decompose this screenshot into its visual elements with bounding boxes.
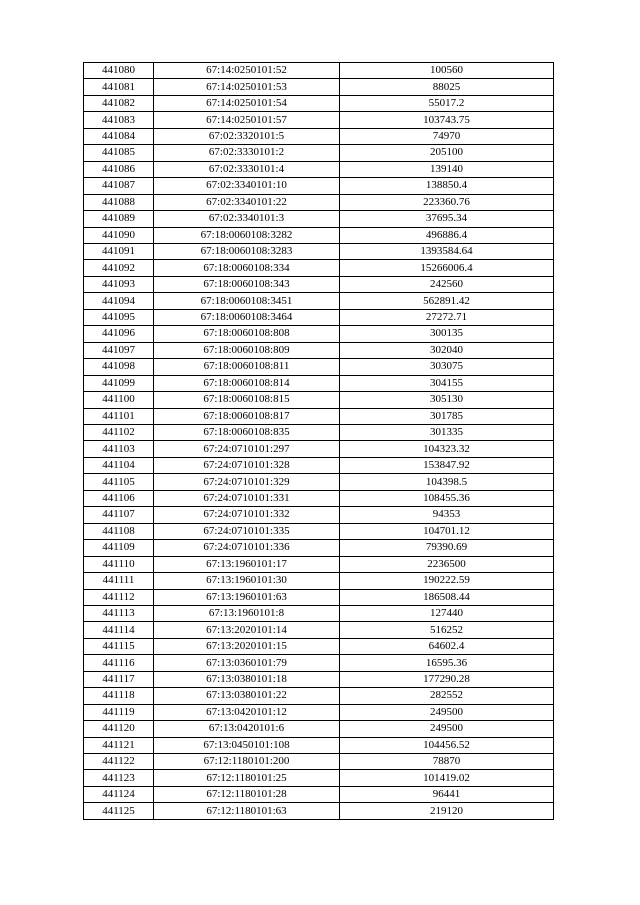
cell-cadastral-number: 67:24:0710101:331 bbox=[154, 490, 340, 506]
cell-cadastral-number: 67:14:0250101:52 bbox=[154, 63, 340, 79]
cell-cadastral-number: 67:12:1180101:25 bbox=[154, 770, 340, 786]
cell-value: 242560 bbox=[340, 276, 554, 292]
cell-record-id: 441118 bbox=[84, 688, 154, 704]
cell-record-id: 441115 bbox=[84, 638, 154, 654]
cell-cadastral-number: 67:18:0060108:815 bbox=[154, 392, 340, 408]
cell-value: 64602.4 bbox=[340, 638, 554, 654]
cell-cadastral-number: 67:12:1180101:200 bbox=[154, 754, 340, 770]
cell-cadastral-number: 67:18:0060108:343 bbox=[154, 276, 340, 292]
cell-record-id: 441112 bbox=[84, 589, 154, 605]
cell-cadastral-number: 67:02:3340101:10 bbox=[154, 178, 340, 194]
table-row bbox=[84, 770, 554, 786]
table-row bbox=[84, 95, 554, 111]
cell-value: 37695.34 bbox=[340, 211, 554, 227]
cell-record-id: 441102 bbox=[84, 424, 154, 440]
cell-cadastral-number: 67:13:1960101:8 bbox=[154, 605, 340, 621]
cell-value: 2236500 bbox=[340, 556, 554, 572]
cell-cadastral-number: 67:14:0250101:57 bbox=[154, 112, 340, 128]
cell-value: 303075 bbox=[340, 359, 554, 375]
table-row bbox=[84, 556, 554, 572]
cell-record-id: 441124 bbox=[84, 786, 154, 802]
cell-cadastral-number: 67:02:3340101:22 bbox=[154, 194, 340, 210]
cell-value: 15266006.4 bbox=[340, 260, 554, 276]
cell-value: 94353 bbox=[340, 507, 554, 523]
cell-value: 74970 bbox=[340, 128, 554, 144]
cell-record-id: 441096 bbox=[84, 326, 154, 342]
cell-value: 153847.92 bbox=[340, 457, 554, 473]
cell-record-id: 441085 bbox=[84, 145, 154, 161]
cell-record-id: 441111 bbox=[84, 573, 154, 589]
cell-cadastral-number: 67:13:0420101:12 bbox=[154, 704, 340, 720]
cell-cadastral-number: 67:24:0710101:297 bbox=[154, 441, 340, 457]
table-row bbox=[84, 737, 554, 753]
cell-cadastral-number: 67:18:0060108:817 bbox=[154, 408, 340, 424]
table-row bbox=[84, 161, 554, 177]
cell-value: 190222.59 bbox=[340, 573, 554, 589]
cell-record-id: 441120 bbox=[84, 721, 154, 737]
table-row bbox=[84, 688, 554, 704]
table-row bbox=[84, 276, 554, 292]
cell-value: 88025 bbox=[340, 79, 554, 95]
cell-value: 16595.36 bbox=[340, 655, 554, 671]
table-row bbox=[84, 441, 554, 457]
cell-value: 305130 bbox=[340, 392, 554, 408]
table-row bbox=[84, 408, 554, 424]
cell-cadastral-number: 67:24:0710101:332 bbox=[154, 507, 340, 523]
table-row bbox=[84, 573, 554, 589]
cell-record-id: 441101 bbox=[84, 408, 154, 424]
table-row bbox=[84, 622, 554, 638]
cell-record-id: 441104 bbox=[84, 457, 154, 473]
cell-value: 205100 bbox=[340, 145, 554, 161]
cell-cadastral-number: 67:18:0060108:808 bbox=[154, 326, 340, 342]
cell-record-id: 441092 bbox=[84, 260, 154, 276]
cell-record-id: 441084 bbox=[84, 128, 154, 144]
cell-record-id: 441094 bbox=[84, 293, 154, 309]
table-row bbox=[84, 655, 554, 671]
cell-value: 104323.32 bbox=[340, 441, 554, 457]
cell-record-id: 441117 bbox=[84, 671, 154, 687]
cell-value: 138850.4 bbox=[340, 178, 554, 194]
cell-record-id: 441116 bbox=[84, 655, 154, 671]
cell-cadastral-number: 67:18:0060108:811 bbox=[154, 359, 340, 375]
table-row bbox=[84, 638, 554, 654]
cell-record-id: 441103 bbox=[84, 441, 154, 457]
cell-value: 104701.12 bbox=[340, 523, 554, 539]
cell-cadastral-number: 67:14:0250101:54 bbox=[154, 95, 340, 111]
cell-cadastral-number: 67:18:0060108:3283 bbox=[154, 243, 340, 259]
cell-cadastral-number: 67:13:0380101:18 bbox=[154, 671, 340, 687]
cell-cadastral-number: 67:02:3330101:4 bbox=[154, 161, 340, 177]
cell-cadastral-number: 67:14:0250101:53 bbox=[154, 79, 340, 95]
cell-record-id: 441081 bbox=[84, 79, 154, 95]
cell-record-id: 441107 bbox=[84, 507, 154, 523]
cell-record-id: 441091 bbox=[84, 243, 154, 259]
table-row bbox=[84, 605, 554, 621]
cell-value: 304155 bbox=[340, 375, 554, 391]
cell-cadastral-number: 67:18:0060108:814 bbox=[154, 375, 340, 391]
cell-record-id: 441122 bbox=[84, 754, 154, 770]
cell-cadastral-number: 67:24:0710101:335 bbox=[154, 523, 340, 539]
table-row bbox=[84, 63, 554, 79]
cell-value: 249500 bbox=[340, 704, 554, 720]
cell-cadastral-number: 67:13:2020101:14 bbox=[154, 622, 340, 638]
cell-value: 300135 bbox=[340, 326, 554, 342]
cell-value: 186508.44 bbox=[340, 589, 554, 605]
table-row bbox=[84, 79, 554, 95]
cell-value: 496886.4 bbox=[340, 227, 554, 243]
cell-cadastral-number: 67:12:1180101:28 bbox=[154, 786, 340, 802]
table-row bbox=[84, 457, 554, 473]
table-row bbox=[84, 474, 554, 490]
table-row bbox=[84, 490, 554, 506]
cell-value: 1393584.64 bbox=[340, 243, 554, 259]
cell-record-id: 441090 bbox=[84, 227, 154, 243]
cell-cadastral-number: 67:13:0450101:108 bbox=[154, 737, 340, 753]
cell-record-id: 441100 bbox=[84, 392, 154, 408]
cell-record-id: 441086 bbox=[84, 161, 154, 177]
cell-record-id: 441123 bbox=[84, 770, 154, 786]
cell-value: 249500 bbox=[340, 721, 554, 737]
table-row bbox=[84, 309, 554, 325]
cell-value: 139140 bbox=[340, 161, 554, 177]
cell-record-id: 441088 bbox=[84, 194, 154, 210]
table-row bbox=[84, 342, 554, 358]
cell-record-id: 441114 bbox=[84, 622, 154, 638]
cell-record-id: 441125 bbox=[84, 803, 154, 819]
cell-record-id: 441113 bbox=[84, 605, 154, 621]
table-row bbox=[84, 359, 554, 375]
cell-record-id: 441083 bbox=[84, 112, 154, 128]
cell-cadastral-number: 67:02:3320101:5 bbox=[154, 128, 340, 144]
cell-cadastral-number: 67:18:0060108:835 bbox=[154, 424, 340, 440]
cell-value: 219120 bbox=[340, 803, 554, 819]
cell-cadastral-number: 67:13:0360101:79 bbox=[154, 655, 340, 671]
cell-cadastral-number: 67:02:3330101:2 bbox=[154, 145, 340, 161]
table-row bbox=[84, 211, 554, 227]
cell-record-id: 441108 bbox=[84, 523, 154, 539]
cell-value: 108455.36 bbox=[340, 490, 554, 506]
table-row bbox=[84, 260, 554, 276]
cell-value: 223360.76 bbox=[340, 194, 554, 210]
cell-value: 562891.42 bbox=[340, 293, 554, 309]
cell-cadastral-number: 67:13:0380101:22 bbox=[154, 688, 340, 704]
cell-record-id: 441093 bbox=[84, 276, 154, 292]
cell-cadastral-number: 67:18:0060108:3464 bbox=[154, 309, 340, 325]
table-row bbox=[84, 540, 554, 556]
cell-value: 301785 bbox=[340, 408, 554, 424]
table-row bbox=[84, 243, 554, 259]
cell-cadastral-number: 67:12:1180101:63 bbox=[154, 803, 340, 819]
cell-cadastral-number: 67:24:0710101:328 bbox=[154, 457, 340, 473]
cell-record-id: 441080 bbox=[84, 63, 154, 79]
cell-record-id: 441109 bbox=[84, 540, 154, 556]
cell-value: 516252 bbox=[340, 622, 554, 638]
cell-cadastral-number: 67:18:0060108:334 bbox=[154, 260, 340, 276]
cell-record-id: 441105 bbox=[84, 474, 154, 490]
cell-record-id: 441082 bbox=[84, 95, 154, 111]
cell-cadastral-number: 67:18:0060108:809 bbox=[154, 342, 340, 358]
cell-cadastral-number: 67:18:0060108:3451 bbox=[154, 293, 340, 309]
cell-value: 104398.5 bbox=[340, 474, 554, 490]
table-row bbox=[84, 589, 554, 605]
table-row bbox=[84, 671, 554, 687]
cell-value: 100560 bbox=[340, 63, 554, 79]
cell-value: 27272.71 bbox=[340, 309, 554, 325]
cell-value: 302040 bbox=[340, 342, 554, 358]
table-row bbox=[84, 128, 554, 144]
cell-cadastral-number: 67:13:0420101:6 bbox=[154, 721, 340, 737]
cell-value: 103743.75 bbox=[340, 112, 554, 128]
cell-record-id: 441087 bbox=[84, 178, 154, 194]
cell-cadastral-number: 67:13:1960101:17 bbox=[154, 556, 340, 572]
cell-record-id: 441099 bbox=[84, 375, 154, 391]
cell-cadastral-number: 67:18:0060108:3282 bbox=[154, 227, 340, 243]
table-row bbox=[84, 326, 554, 342]
table-row bbox=[84, 145, 554, 161]
table-row bbox=[84, 194, 554, 210]
table-row bbox=[84, 375, 554, 391]
records-table bbox=[83, 62, 554, 820]
table-row bbox=[84, 112, 554, 128]
table-row bbox=[84, 227, 554, 243]
cell-value: 78870 bbox=[340, 754, 554, 770]
cell-cadastral-number: 67:24:0710101:336 bbox=[154, 540, 340, 556]
cell-value: 282552 bbox=[340, 688, 554, 704]
cell-record-id: 441095 bbox=[84, 309, 154, 325]
cell-record-id: 441106 bbox=[84, 490, 154, 506]
cell-value: 55017.2 bbox=[340, 95, 554, 111]
cell-cadastral-number: 67:13:2020101:15 bbox=[154, 638, 340, 654]
cell-cadastral-number: 67:13:1960101:63 bbox=[154, 589, 340, 605]
table-row bbox=[84, 178, 554, 194]
table-row bbox=[84, 424, 554, 440]
cell-value: 79390.69 bbox=[340, 540, 554, 556]
cell-record-id: 441098 bbox=[84, 359, 154, 375]
table-row bbox=[84, 803, 554, 819]
table-row bbox=[84, 786, 554, 802]
table-row bbox=[84, 721, 554, 737]
cell-value: 101419.02 bbox=[340, 770, 554, 786]
cell-cadastral-number: 67:13:1960101:30 bbox=[154, 573, 340, 589]
cell-record-id: 441097 bbox=[84, 342, 154, 358]
cell-record-id: 441121 bbox=[84, 737, 154, 753]
table-row bbox=[84, 754, 554, 770]
cell-value: 104456.52 bbox=[340, 737, 554, 753]
cell-record-id: 441110 bbox=[84, 556, 154, 572]
records-table-body bbox=[84, 63, 554, 820]
cell-value: 127440 bbox=[340, 605, 554, 621]
cell-cadastral-number: 67:24:0710101:329 bbox=[154, 474, 340, 490]
cell-record-id: 441089 bbox=[84, 211, 154, 227]
table-row bbox=[84, 293, 554, 309]
cell-value: 96441 bbox=[340, 786, 554, 802]
cell-value: 301335 bbox=[340, 424, 554, 440]
cell-cadastral-number: 67:02:3340101:3 bbox=[154, 211, 340, 227]
table-row bbox=[84, 392, 554, 408]
table-row bbox=[84, 507, 554, 523]
table-row bbox=[84, 704, 554, 720]
cell-value: 177290.28 bbox=[340, 671, 554, 687]
table-row bbox=[84, 523, 554, 539]
cell-record-id: 441119 bbox=[84, 704, 154, 720]
